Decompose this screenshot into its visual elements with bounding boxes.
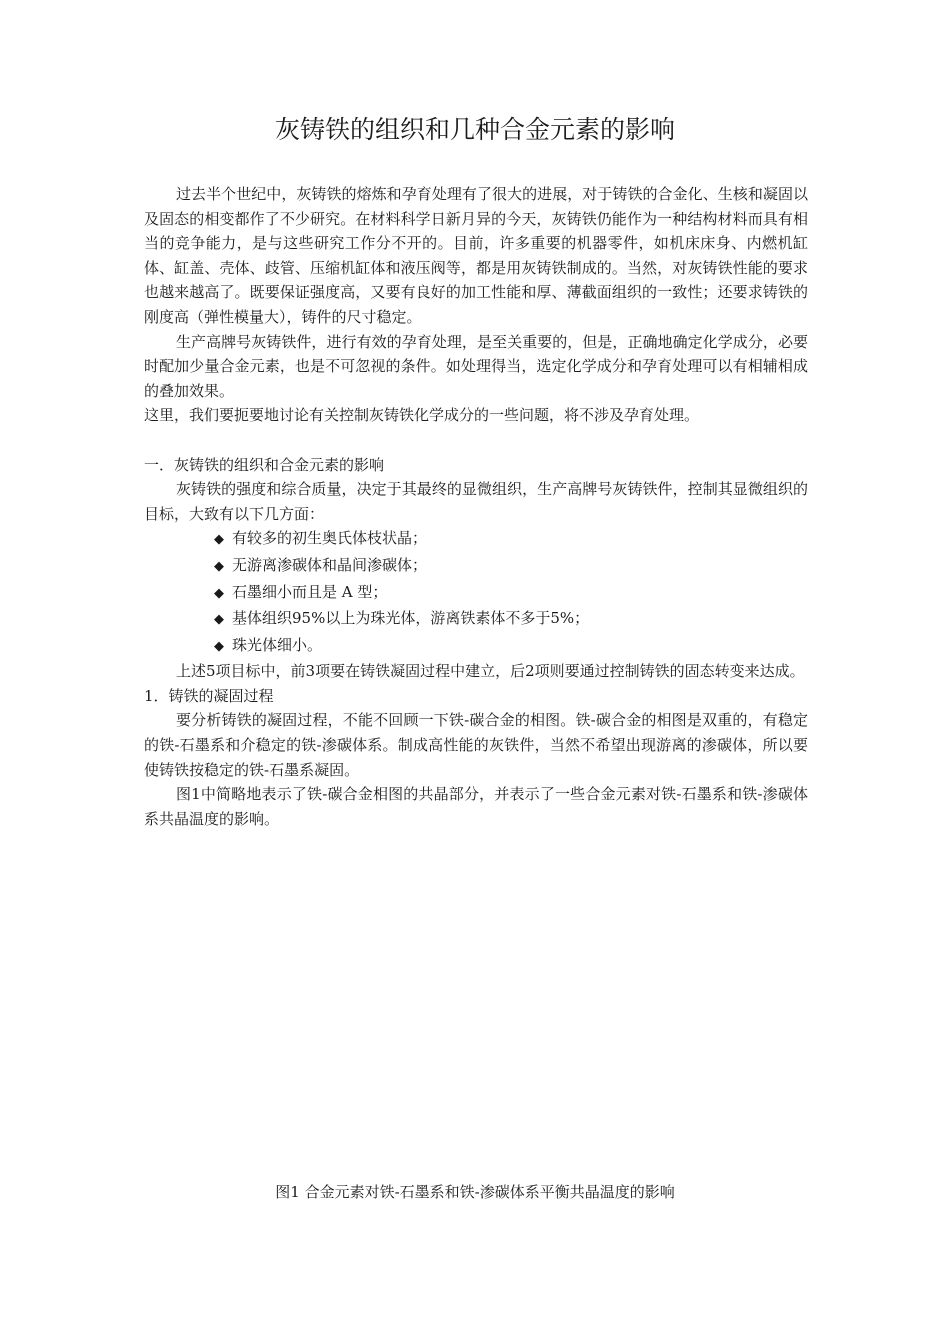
figure-1-placeholder xyxy=(144,860,808,1170)
intro-paragraph-3: 这里，我们要扼要地讨论有关控制灰铸铁化学成分的一些问题，将不涉及孕育处理。 xyxy=(144,406,700,425)
list-item xyxy=(214,580,808,607)
list-item xyxy=(214,553,808,580)
list-item-text: 无游离渗碳体和晶间渗碳体； xyxy=(232,555,428,574)
document-body xyxy=(144,182,808,831)
intro-paragraph-2: 生产高牌号灰铸铁件，进行有效的孕育处理，是至关重要的，但是，正确地确定化学成分，必要时配加少量合金元素，也是不可忽视的条件。如处理得当，选定化学成分和孕育处理可以有相辅相成的叠加效果。 xyxy=(144,332,808,400)
list-item xyxy=(214,526,808,553)
intro-paragraph-1: 过去半个世纪中，灰铸铁的熔炼和孕育处理有了很大的进展，对于铸铁的合金化、生核和凝固以及固态的相变都作了不少研究。在材料科学日新月异的今天，灰铸铁仍能作为一种结构材料而具有相当的竞争能力，是与这些研究工作分不开的。目前，许多重要的机器零件，如机床床身、内燃机缸体、缸盖、壳体、歧管、压缩机缸体和液压阀等，都是用灰铸铁制成的。当然，对灰铸铁性能的要求也越来越高了。既要保证强度高，又要有良好的加工性能和厚、薄截面组织的一致性；还要求铸铁的刚度高（弹性模量大），铸件的尺寸稳定。 xyxy=(144,185,808,326)
list-item-text: 有较多的初生奥氏体枝状晶； xyxy=(232,529,428,548)
section-1-paragraph: 灰铸铁的强度和综合质量，决定于其最终的显微组织，生产高牌号灰铸铁件，控制其显微组织的目标，大致有以下几方面： xyxy=(144,480,808,523)
diamond-bullet-icon: ◆ xyxy=(214,612,224,628)
list-item-text: 基体组织95%以上为珠光体，游离铁素体不多于5%； xyxy=(232,609,590,628)
list-item-text: 珠光体细小。 xyxy=(232,635,323,654)
diamond-bullet-icon: ◆ xyxy=(214,558,224,574)
list-item xyxy=(214,606,808,633)
subsection-1-heading: 1．铸铁的凝固过程 xyxy=(144,686,274,705)
subsection-1-paragraph-2: 图1中简略地表示了铁-碳合金相图的共晶部分，并表示了一些合金元素对铁-石墨系和铁-渗碳体系共晶温度的影响。 xyxy=(144,785,808,828)
section-1-heading: 一．灰铸铁的组织和合金元素的影响 xyxy=(144,455,385,474)
diamond-bullet-icon: ◆ xyxy=(214,638,224,654)
figure-caption: 图1 合金元素对铁-石墨系和铁-渗碳体系平衡共晶温度的影响 xyxy=(275,1183,675,1201)
list-item-text: 石墨细小而且是 A 型； xyxy=(232,582,388,601)
document-title: 灰铸铁的组织和几种合金元素的影响 xyxy=(274,115,675,144)
target-list xyxy=(144,526,808,659)
list-item xyxy=(214,633,808,660)
diamond-bullet-icon: ◆ xyxy=(214,532,224,548)
paragraph-gap xyxy=(144,428,808,453)
diamond-bullet-icon: ◆ xyxy=(214,585,224,601)
section-1-summary: 上述5项目标中，前3项要在铸铁凝固过程中建立，后2项则要通过控制铸铁的固态转变来达成。 xyxy=(176,662,805,681)
subsection-1-paragraph-1: 要分析铸铁的凝固过程，不能不回顾一下铁-碳合金的相图。铁-碳合金的相图是双重的，有稳定的铁-石墨系和介稳定的铁-渗碳体系。制成高性能的灰铁件，当然不希望出现游离的渗碳体，所以要使铸铁按稳定的铁-石墨系凝固。 xyxy=(144,711,808,779)
